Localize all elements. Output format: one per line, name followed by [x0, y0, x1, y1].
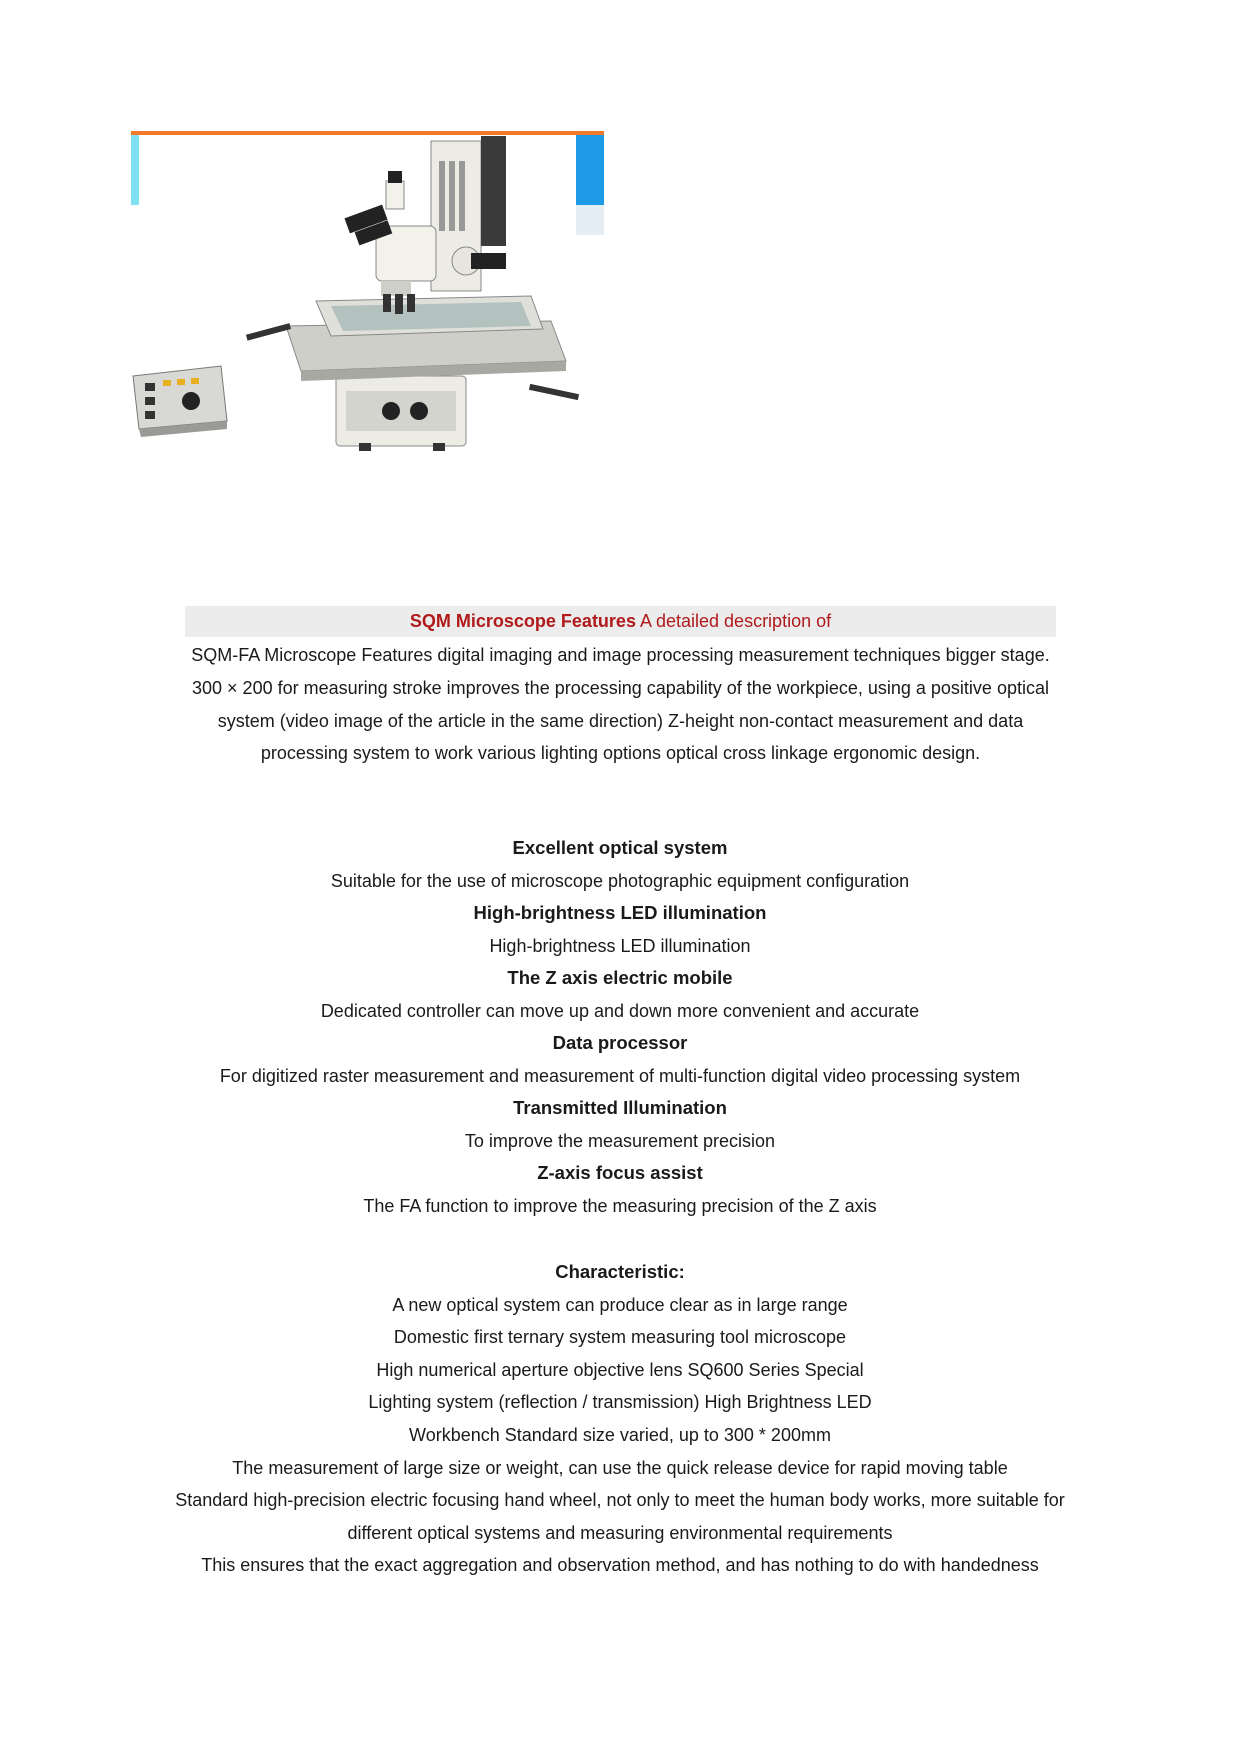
feature-text: High-brightness LED illumination: [489, 935, 751, 956]
feature-text: The FA function to improve the measuring precision of the Z axis: [363, 1195, 877, 1216]
characteristic-item: High numerical aperture objective lens SQ600 Series Special: [376, 1359, 864, 1380]
characteristic-item: Workbench Standard size varied, up to 300 * 200mm: [409, 1424, 831, 1445]
banner-orange-strip: [131, 131, 604, 135]
feature-heading: Transmitted Illumination: [513, 1097, 727, 1118]
intro-title-bar: [185, 606, 1056, 637]
feature-text: To improve the measurement precision: [464, 1130, 776, 1151]
characteristic-item: Domestic first ternary system measuring tool microscope: [393, 1327, 847, 1348]
banner-cyan-edge: [131, 135, 139, 205]
feature-text: Dedicated controller can move up and down more convenient and accurate: [320, 1000, 920, 1021]
feature-heading: The Z axis electric mobile: [507, 967, 733, 988]
features-section: [160, 832, 1080, 1222]
characteristic-item: Lighting system (reflection / transmission) High Brightness LED: [368, 1392, 872, 1413]
microscope-column: [376, 136, 506, 314]
characteristic-heading: Characteristic:: [555, 1261, 685, 1282]
feature-heading: Data processor: [552, 1032, 688, 1053]
characteristic-item: This ensures that the exact aggregation and observation method, and has nothing to do with handedness: [201, 1555, 1039, 1576]
characteristic-item: Standard high-precision electric focusing hand wheel, not only to meet the human body works, more suitable for different optical systems and measuring environmental requirements: [175, 1490, 1065, 1543]
microscope-illustration: [131, 131, 604, 476]
feature-heading: Z-axis focus assist: [537, 1162, 703, 1183]
feature-heading: High-brightness LED illumination: [473, 902, 767, 923]
intro-paragraph: [185, 639, 1056, 770]
controller-box: [133, 366, 227, 437]
characteristic-item: A new optical system can produce clear as in large range: [392, 1294, 848, 1315]
feature-heading: Excellent optical system: [512, 837, 728, 858]
intro-text: SQM-FA Microscope Features digital imaging and image processing measurement techniques bigger stage. 300 × 200 for measuring stroke improves the processing capability of the workpiece, using a positive optical system (video image of the article in the same direction) Z-height non-contact measurement and data processing system to work various lighting options optical cross linkage ergonomic design.: [191, 645, 1050, 764]
intro-subtitle: A detailed description of: [635, 611, 832, 631]
product-photo: [131, 131, 604, 476]
characteristic-item: The measurement of large size or weight, can use the quick release device for rapid moving table: [232, 1457, 1008, 1478]
banner-blue-block: [576, 135, 604, 205]
intro-title: SQM Microscope Features: [409, 611, 636, 631]
feature-text: Suitable for the use of microscope photographic equipment configuration: [330, 870, 910, 891]
microscope-base: [336, 376, 466, 451]
characteristic-section: [160, 1256, 1080, 1582]
banner-light-block: [576, 205, 604, 235]
feature-text: For digitized raster measurement and measurement of multi-function digital video processing system: [219, 1065, 1021, 1086]
